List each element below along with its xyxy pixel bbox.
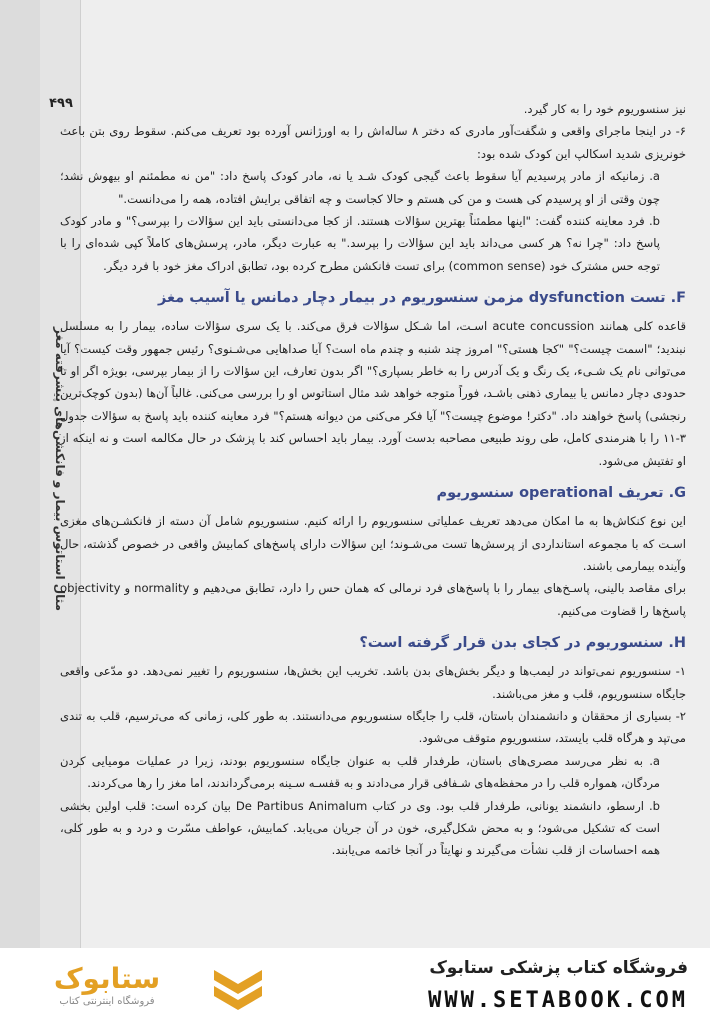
paragraph: ۲- بسیاری از محققان و دانشمندان باستان، قلب را جایگاه سنسوریوم می‌دانستند. به طور کلی، زمانی که می‌ترسیم، قلب به تندی می‌تپد و هرگاه قلب بایستد، سنسوریوم متوقف می‌شود. (60, 708, 686, 746)
store-url: WWW.SETABOOK.COM (428, 988, 688, 1013)
logo-wordmark: ستابوک (53, 962, 161, 995)
page-body (60, 98, 686, 862)
paragraph: b. ارسطو، دانشمند یونانی، طرفدار قلب بود. وی در کتاب De Partibus Animalum بیان کرده است: قلب اولین بخشی است که تشکیل می‌شود؛ و به محض شکل‌گیری، خون در آن جریان می‌یابد. کمابیش، عواطف مسّرت و درد و به طور کلی، همه احساسات از قلب نشأت می‌گیرند و نهایتاً در آنجا خاتمه می‌یابند. (60, 798, 660, 858)
paragraph: نیز سنسوریوم خود را به کار گیرد. (523, 102, 686, 116)
section-heading: G. تعریف operational سنسوریوم (436, 485, 686, 502)
paragraph: برای مقاصد بالینی، پاسـخ‌های بیمار را با پاسخ‌های فرد نرمالی که همان حس را دارد، تطابق می‌دهیم و normality و objectivity پاسخ‌ها را قضاوت می‌کنیم. (60, 581, 686, 618)
paragraph: ۶- در اینجا ماجرای واقعی و شگفت‌آور مادری که دختر ۸ ساله‌اش را به اورژانس آورده بود تعریف می‌کنم. سقوط روی بتن باعث خونریزی شدید اسکالپ این کودک شده بود: (60, 124, 686, 161)
paragraph: a. به نظر می‌رسد مصری‌های باستان، طرفدار قلب به عنوان جایگاه سنسوریوم بودند، زیرا در عملیات مومیایی کردن مردگان، همواره قلب را در محفظه‌های شـفافی قرار می‌دادند و به قفسـه سـینه برمی‌گرداندند، اما مغز را رها می‌کردند. (60, 753, 660, 791)
store-name: فروشگاه کتاب پزشکی ستابوک (429, 958, 688, 978)
section-heading: H. سنسوریوم در کجای بدن قرار گرفته است؟ (359, 635, 686, 652)
section-heading: F. تست dysfunction مزمن سنسوریوم در بیمار دچار دمانس یا آسیب مغز (158, 290, 686, 307)
running-header-text: مثال استاتوس بیمار و فانکشن‌های پیشرفته مغز (53, 326, 67, 612)
paragraph: ۱- سنسوریوم نمی‌تواند در لیمب‌ها و دیگر بخش‌های بدن باشد. تخریب این بخش‌ها، سنسوریوم را تغییر نمی‌دهد. دو مدّعی واقعی جایگاه سنسوریوم، قلب و مغز می‌باشند. (60, 664, 686, 701)
logo-subtitle: فروشگاه اینترنتی کتاب (59, 996, 155, 1007)
paragraph: a. زمانیکه از مادر پرسیدیم آیا سقوط باعث گیجی کودک شـد یا نه، مادر کودک پاسخ داد: "من نه مطمئنم او بیهوش نشد؛ چون وقتی از او پرسیدم کی هست و من کی هستم و حالا کجاست و چه اتفاقی برایش افتاده، همه را می‌دانست." (60, 169, 660, 206)
page-number: ۴۹۹ (49, 96, 73, 111)
paragraph: b. فرد معاینه کننده گفت: "اینها مطمئناً بهترین سؤالات هستند. از کجا می‌دانستی باید این سؤالات را بپرسی؟" و مادر کودک پاسخ داد: "چرا نه؟ هر کسی می‌داند باید این سؤالات را بپرسد." به عبارت دیگر، مادر، پرسش‌های کاملاً کپی شده‌ای را با توجه حس مشترک خود (common sense) برای تست فانکشن مطرح کرده بود، تطابق ادراک مغز خود با فرد دیگر. (60, 214, 660, 273)
book-page (40, 0, 710, 948)
store-logo (22, 960, 272, 1014)
store-banner (0, 948, 710, 1024)
logo-chevron-icon (210, 966, 266, 1010)
paragraph: این نوع کنکاش‌ها به ما امکان می‌دهد تعریف عملیاتی سنسوریوم را ارائه کنیم. سنسوریوم شامل آن دسته از فانکشـن‌های مغزی اسـت که با مجموعه استانداردی از پرسش‌ها تست می‌شـوند؛ این سؤالات دارای پاسخ‌های کمابیش واقعی در خصوص گذشته، حال وآینده بیمارمی باشند. (60, 514, 686, 573)
paragraph: قاعده کلی همانند acute concussion اسـت، اما شـکل سؤالات فرق می‌کند. با یک سری سؤالات ساده، بیمار را به مسلسل نبندید؛ "اسمت چیست؟" "کجا هستی؟" امروز چند شنبه و چندم ماه است؟ آیا صداهایی می‌شـنوی؟ رئیس جمهور وقت کیست؟ آیا می‌توانی نام یک شـیء، یک رنگ و یک آدرس را به خاطر بسپاری؟" اگر بدون تعارف، این سؤالات را از بیمار بپرسی، بویژه اگر او تا حدودی دچار دمانس یا بیماری ذهنی باشـد، فوراً متوجه خواهد شد مثال استاتوس او را بررسی می‌کنی. غالباً آن‌ها (بدون کوچک‌ترین رنجشی) پاسخ خواهند داد. "دکتر! موضوع چیست؟" آیا فکر می‌کنی من دیوانه هستم؟" فرد معاینه کننده باید پاسخ به سؤالات جدول ۳-۱۱ را با هنرمندی کامل، طی روند طبیعی مصاحبه بدست آورد. بیمار باید احساس کند با پزشک در حال مکالمه است و نه اینکه از او تفتیش می‌شود. (60, 319, 686, 468)
